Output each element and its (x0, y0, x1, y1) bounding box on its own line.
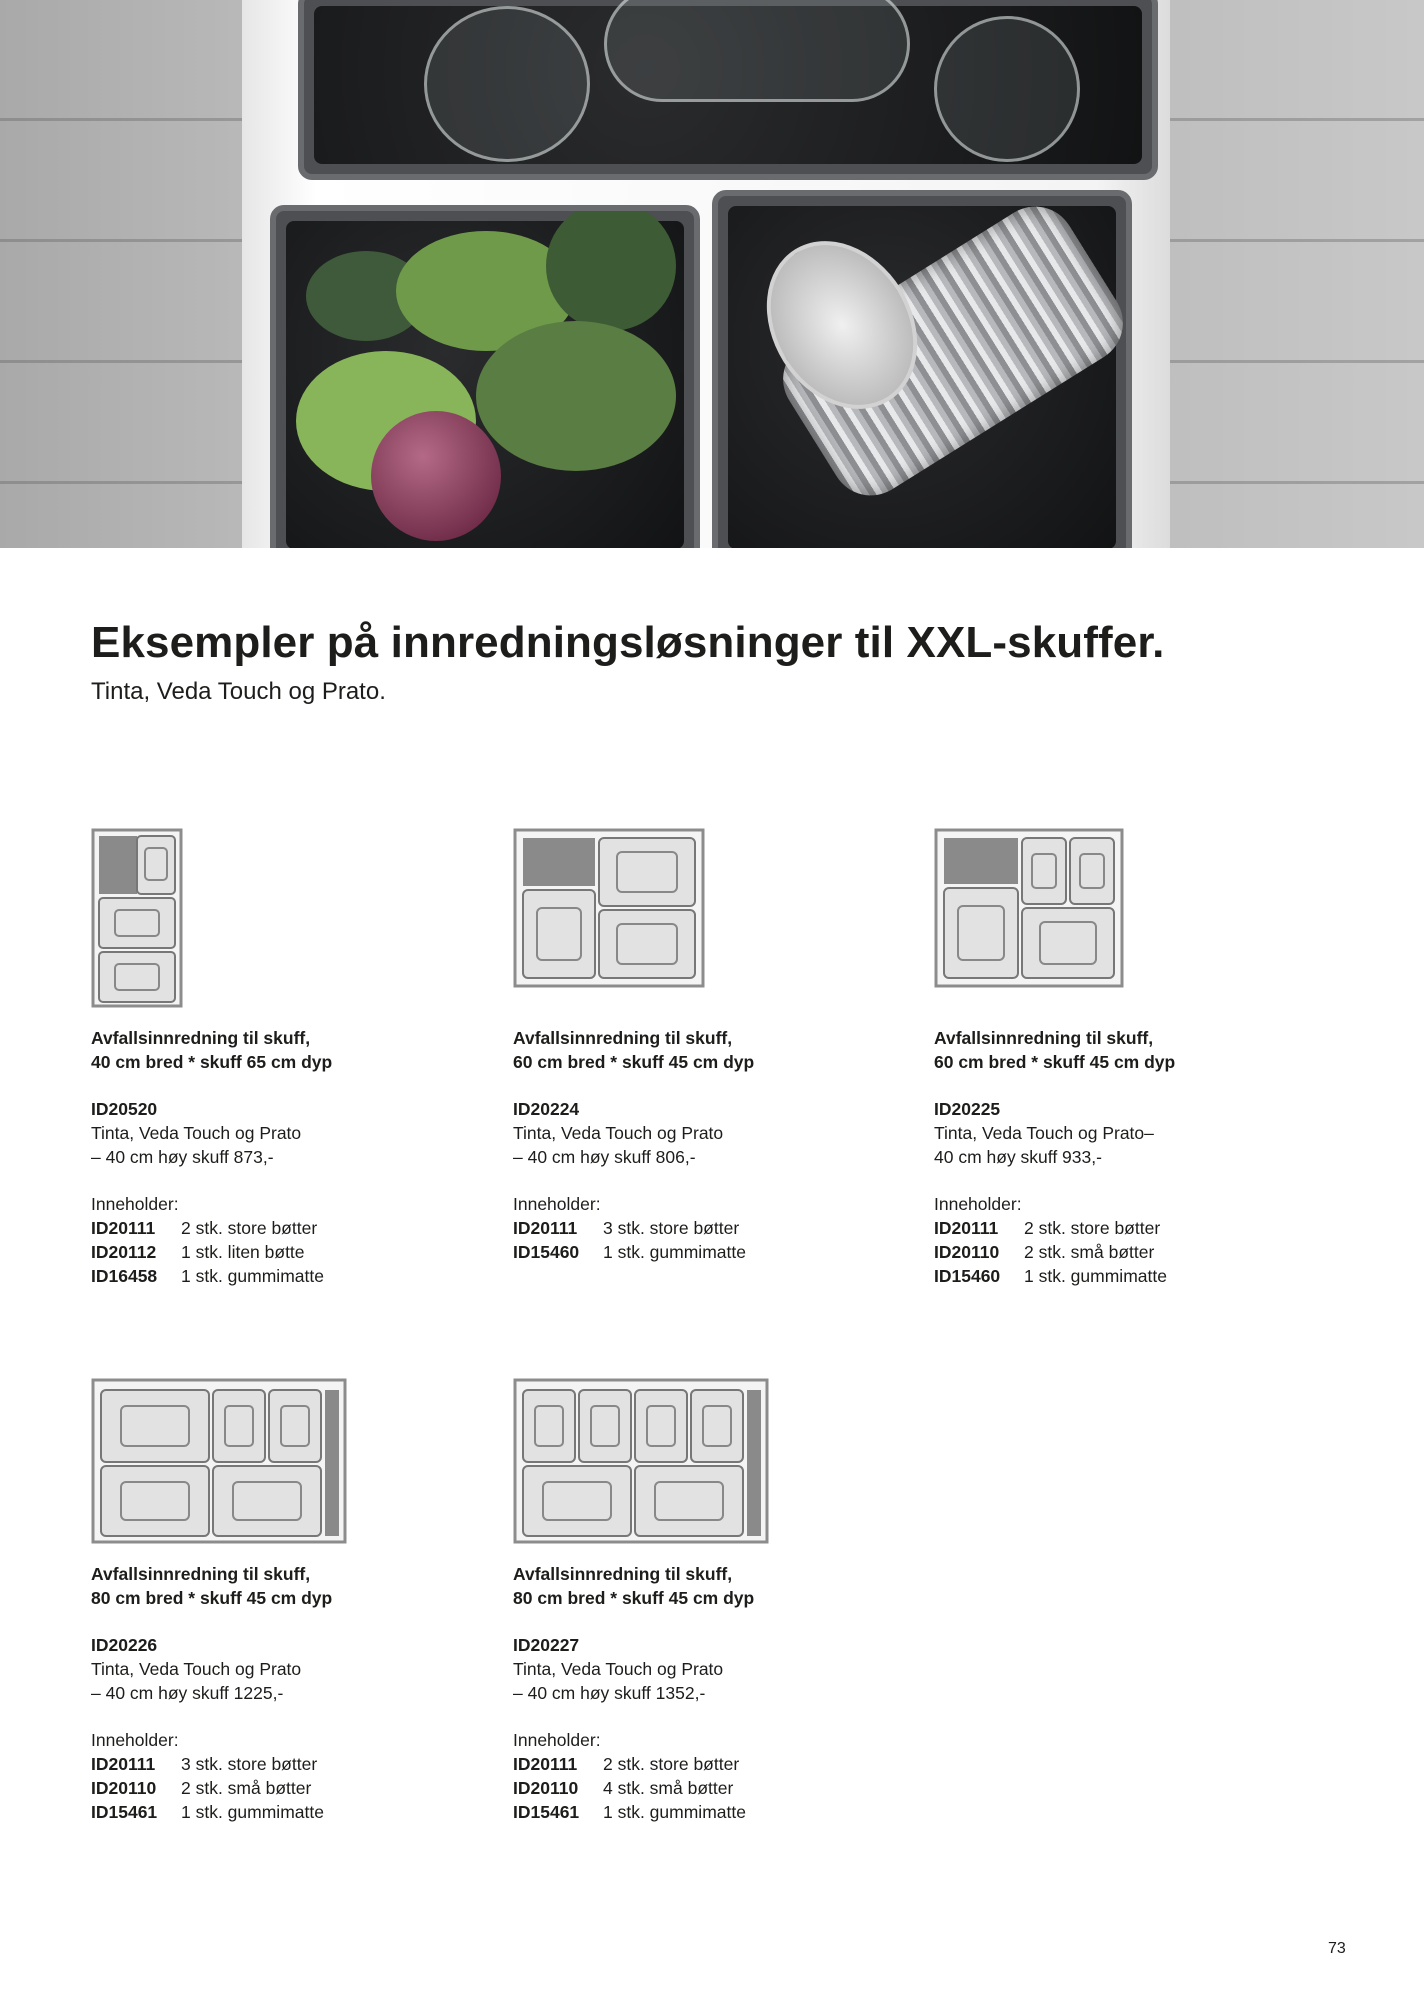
content-code: ID20111 (513, 1754, 578, 1774)
drawer-photo (242, 0, 1170, 548)
contains-label: Inneholder: (934, 1194, 1022, 1214)
content-code: ID20110 (513, 1778, 579, 1798)
content-desc: 4 stk. små bøtter (603, 1778, 734, 1798)
product-id: ID20226 (91, 1635, 158, 1655)
drawer-diagram (91, 828, 183, 1008)
page-number: 73 (1328, 1940, 1346, 1957)
contents-row (91, 1240, 471, 1264)
product-height-price: – 40 cm høy skuff 1352,- (513, 1683, 706, 1703)
contains-label: Inneholder: (513, 1194, 601, 1214)
content-desc: 2 stk. store bøtter (181, 1218, 318, 1238)
product-text (91, 1562, 471, 1824)
page-title: Eksempler på innredningsløsninger til XXL-skuffer. (91, 618, 1165, 667)
product-height-price: – 40 cm høy skuff 1225,- (91, 1683, 284, 1703)
content-desc: 1 stk. gummimatte (181, 1802, 324, 1822)
content-code: ID20112 (91, 1242, 157, 1262)
product-text (513, 1562, 893, 1824)
content-code: ID20110 (91, 1778, 157, 1798)
content-desc: 2 stk. små bøtter (181, 1778, 312, 1798)
product-id: ID20520 (91, 1099, 158, 1119)
content-desc: 2 stk. store bøtter (1024, 1218, 1161, 1238)
contents-row (91, 1264, 471, 1288)
drawer-diagram (91, 1378, 347, 1544)
product-series: Tinta, Veda Touch og Prato (91, 1659, 302, 1679)
product-id: ID20227 (513, 1635, 580, 1655)
product-series: Tinta, Veda Touch og Prato (513, 1123, 724, 1143)
contains-label: Inneholder: (91, 1194, 179, 1214)
content-code: ID15460 (513, 1242, 580, 1262)
content-desc: 1 stk. liten bøtte (181, 1242, 305, 1262)
product-title-line2: 60 cm bred * skuff 45 cm dyp (513, 1052, 755, 1072)
product-series: Tinta, Veda Touch og Prato (91, 1123, 302, 1143)
contains-label: Inneholder: (513, 1730, 601, 1750)
content-code: ID20111 (91, 1754, 156, 1774)
product-title-line1: Avfallsinnredning til skuff, (513, 1028, 733, 1048)
product-title-line2: 60 cm bred * skuff 45 cm dyp (934, 1052, 1176, 1072)
content-code: ID15460 (934, 1266, 1001, 1286)
content-code: ID20111 (934, 1218, 999, 1238)
drawer-diagram (934, 828, 1124, 988)
contents-row (91, 1216, 471, 1240)
content-code: ID20110 (934, 1242, 1000, 1262)
product-height-price: 40 cm høy skuff 933,- (934, 1147, 1102, 1167)
organic-bin (270, 205, 700, 548)
content-code: ID16458 (91, 1266, 158, 1286)
content-desc: 1 stk. gummimatte (603, 1802, 746, 1822)
contents-row (91, 1800, 471, 1824)
contents-row (934, 1216, 1314, 1240)
page-subtitle: Tinta, Veda Touch og Prato. (91, 678, 386, 705)
content-desc: 2 stk. små bøtter (1024, 1242, 1155, 1262)
product-title-line1: Avfallsinnredning til skuff, (91, 1564, 311, 1584)
product-height-price: – 40 cm høy skuff 806,- (513, 1147, 696, 1167)
product-title-line2: 80 cm bred * skuff 45 cm dyp (513, 1588, 755, 1608)
product-title-line1: Avfallsinnredning til skuff, (934, 1028, 1154, 1048)
contents-row (513, 1776, 893, 1800)
content-code: ID20111 (513, 1218, 578, 1238)
product-title-line1: Avfallsinnredning til skuff, (513, 1564, 733, 1584)
glass-bin (298, 0, 1158, 180)
content-desc: 1 stk. gummimatte (603, 1242, 746, 1262)
product-title-line2: 80 cm bred * skuff 45 cm dyp (91, 1588, 333, 1608)
contents-row (934, 1264, 1314, 1288)
drawer-diagram (513, 1378, 769, 1544)
contents-row (513, 1240, 893, 1264)
content-desc: 3 stk. store bøtter (181, 1754, 318, 1774)
metal-bin (712, 190, 1132, 548)
product-title-line2: 40 cm bred * skuff 65 cm dyp (91, 1052, 333, 1072)
product-height-price: – 40 cm høy skuff 873,- (91, 1147, 274, 1167)
contents-row (513, 1752, 893, 1776)
contents-row (91, 1752, 471, 1776)
product-id: ID20224 (513, 1099, 580, 1119)
content-code: ID20111 (91, 1218, 156, 1238)
content-code: ID15461 (91, 1802, 158, 1822)
content-code: ID15461 (513, 1802, 580, 1822)
content-desc: 1 stk. gummimatte (1024, 1266, 1167, 1286)
product-text (934, 1026, 1314, 1288)
contents-row (934, 1240, 1314, 1264)
contents-row (91, 1776, 471, 1800)
product-series: Tinta, Veda Touch og Prato (513, 1659, 724, 1679)
product-text (91, 1026, 471, 1288)
product-series: Tinta, Veda Touch og Prato– (934, 1123, 1154, 1143)
content-desc: 3 stk. store bøtter (603, 1218, 740, 1238)
contents-row (513, 1800, 893, 1824)
product-text (513, 1026, 893, 1264)
product-title-line1: Avfallsinnredning til skuff, (91, 1028, 311, 1048)
product-id: ID20225 (934, 1099, 1001, 1119)
contents-row (513, 1216, 893, 1240)
contains-label: Inneholder: (91, 1730, 179, 1750)
drawer-diagram (513, 828, 705, 988)
hero-photo (0, 0, 1424, 548)
content-desc: 2 stk. store bøtter (603, 1754, 740, 1774)
content-desc: 1 stk. gummimatte (181, 1266, 324, 1286)
